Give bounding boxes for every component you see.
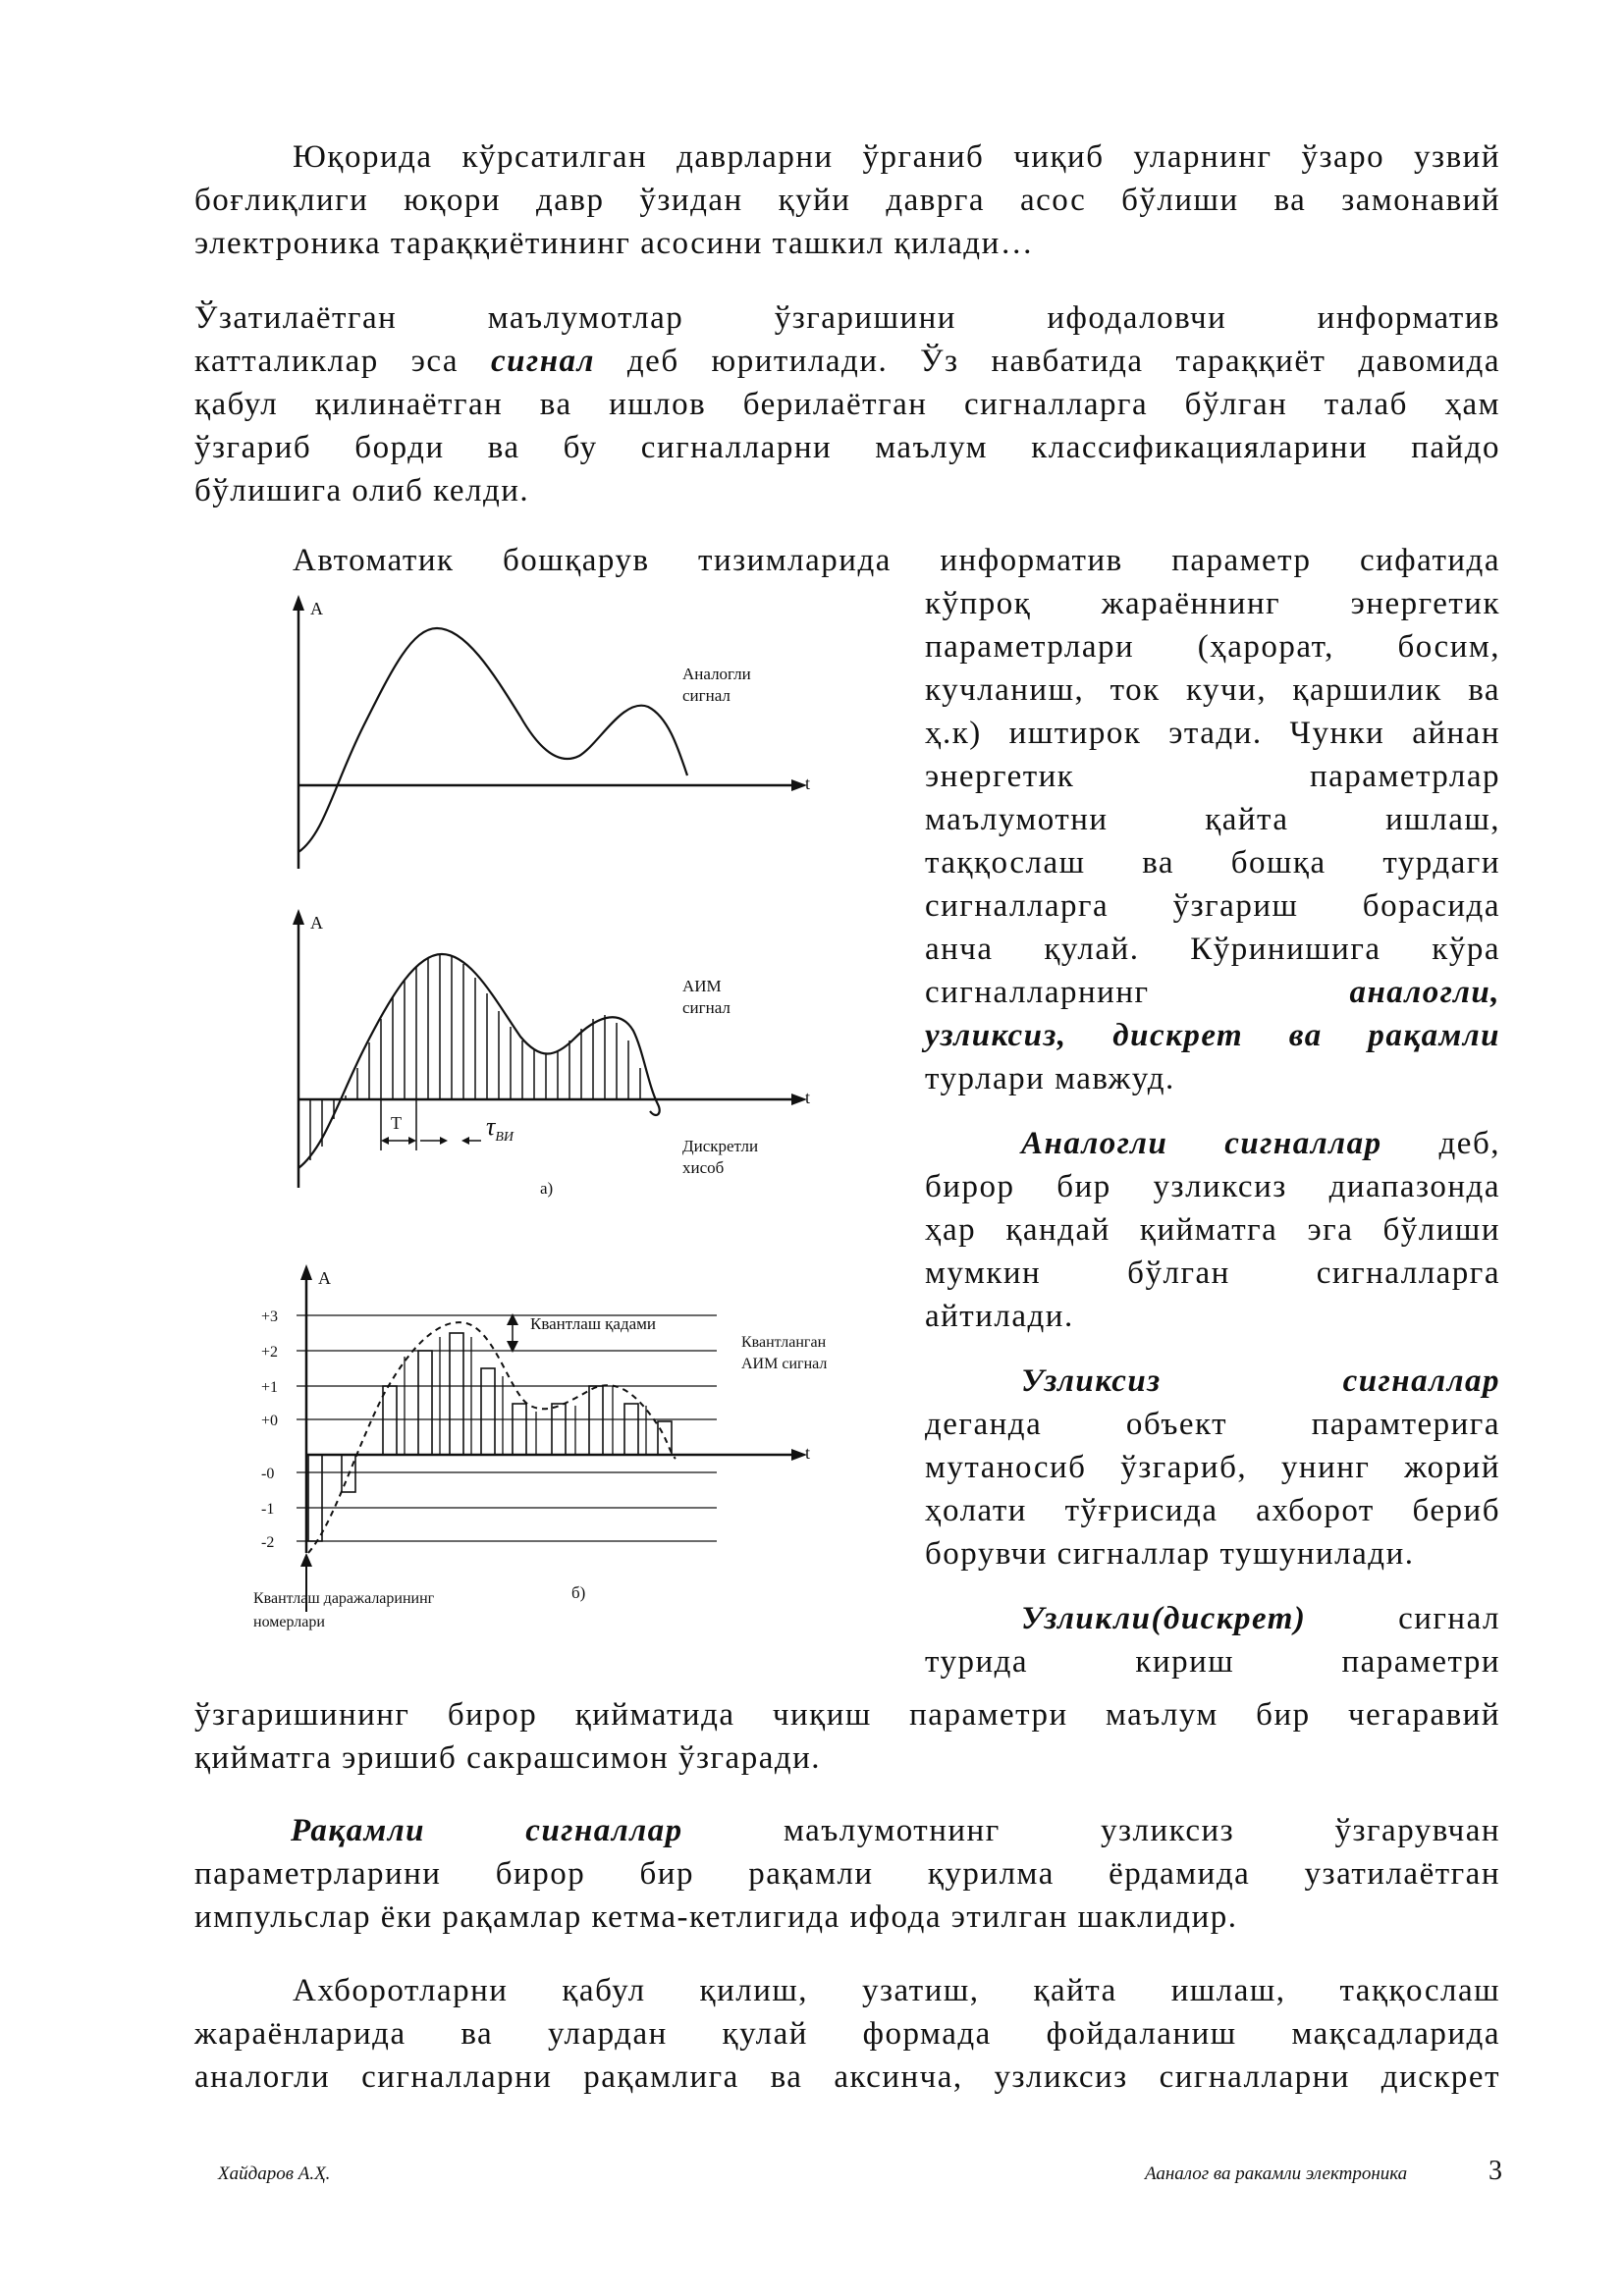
sample-lines: [405, 1337, 646, 1455]
text-line: борувчи сигналлар тушунилади.: [925, 1536, 1415, 1572]
quantized-label: Квантланган: [741, 1334, 827, 1351]
level-tick-label: -1: [261, 1501, 275, 1518]
text-line: Ахборотларни қабул қилиш, узатиш, қайта ишлаш, таққослаш: [293, 1973, 1500, 2008]
text-line: турлари мавжуд.: [925, 1061, 1175, 1096]
period-label: T: [391, 1113, 402, 1133]
text-line: ҳ.к) иштирок этади. Чунки айнан: [925, 716, 1500, 751]
text-line: параметрларини бирор бир рақамли қурилма ёрдамида узатилаётган: [194, 1856, 1500, 1892]
footer-title: Ааналог ва ракамли электроника: [1145, 2163, 1408, 2184]
axis-y-label: A: [318, 1268, 331, 1288]
level-tick-label: +2: [261, 1344, 279, 1361]
y-axis-arrow: [300, 1264, 312, 1280]
text-line: кучланиш, ток кучи, қаршилик ва: [925, 672, 1500, 708]
step-label: Квантлаш қадами: [530, 1314, 657, 1333]
text-line: кўпроқ жараённинг энергетик: [925, 586, 1500, 621]
text-line: энергетик параметрлар: [925, 759, 1500, 794]
text-line: боғлиқлиги юқори давр ўзидан қуйи даврга асос бўлиши ва замонавий: [194, 183, 1500, 218]
text-line: айтилади.: [925, 1299, 1074, 1334]
figure-pam-signal: [285, 903, 835, 1217]
footer-author: Хайдаров А.Ҳ.: [218, 2163, 331, 2184]
text-line: жараёнларида ва улардан қулай формада фойдаланиш мақсадларида: [194, 2016, 1500, 2052]
text-line: катталиклар эса сигнал деб юритилади. Ўз навбатида тараққиёт давомида: [194, 344, 1500, 379]
levels-caption: Квантлаш даражаларининг: [253, 1590, 435, 1607]
paragraph-intro: [194, 135, 1500, 265]
discrete-label: Дискретли: [682, 1137, 759, 1155]
text-line: ҳар қандай қийматга эга бўлиши: [925, 1212, 1500, 1248]
tau-label: $\tau_{ВИ}$: [486, 1112, 514, 1145]
analog-signal-curve: [298, 628, 687, 852]
figure-caption: а): [540, 1179, 554, 1198]
level-lines: [297, 1315, 717, 1541]
discrete-label: хисоб: [682, 1158, 725, 1177]
text-line: узликсиз, дискрет ва рақамли: [925, 1018, 1500, 1053]
level-tick-label: -2: [261, 1534, 275, 1551]
text-line: Автоматик бошқарув тизимларида информатив параметр сифатида: [293, 543, 1500, 578]
text-line: анча қулай. Кўринишига кўра: [925, 932, 1500, 967]
axis-y-label: A: [310, 599, 323, 618]
figure-quantized-pam: [245, 1258, 874, 1651]
paragraph-conversion: [194, 1969, 1500, 2099]
text-line: таққослаш ва бошқа турдаги: [925, 845, 1500, 881]
figure-caption: б): [571, 1583, 586, 1602]
text-line: Рақамли сигналлар маълумотнинг узликсиз ўзгарувчан: [291, 1813, 1500, 1848]
text-line: ўзгаришининг бирор қийматида чиқиш параметри маълум бир чегаравий: [194, 1697, 1500, 1733]
text-line: мутаносиб ўзгариб, унинг жорий: [925, 1450, 1500, 1485]
axis-x-label: t: [805, 1443, 811, 1463]
level-tick-label: -0: [261, 1466, 275, 1482]
text-line: мумкин бўлган сигналларга: [925, 1255, 1500, 1291]
text-line: қабул қилинаётган ва ишлов берилаётган сигналларга бўлган талаб ҳам: [194, 387, 1500, 422]
y-axis-arrow: [293, 909, 304, 925]
paragraph-automatic-control: [293, 539, 1500, 582]
paragraph-signal-definition: [194, 296, 1500, 512]
paragraph-digital-signals: [194, 1809, 1500, 1939]
right-column-text: [925, 582, 1500, 1683]
curve-label: сигнал: [682, 998, 731, 1017]
text-line: аналогли сигналларни рақамлига ва аксинча, узликсиз сигналларни дискрет: [194, 2059, 1500, 2095]
dashed-envelope-curve: [308, 1322, 676, 1553]
text-line: Юқорида кўрсатилган даврларни ўрганиб чиқиб уларнинг ўзаро узвий: [293, 139, 1500, 175]
curve-label: АИМ: [682, 977, 722, 995]
term-signal: сигнал: [491, 344, 595, 379]
level-tick-label: +3: [261, 1308, 279, 1325]
axis-x-label: t: [805, 1088, 811, 1107]
text-line: маълумотни қайта ишлаш,: [925, 802, 1500, 837]
levels-caption: номерлари: [253, 1614, 325, 1630]
page-number: 3: [1489, 2156, 1502, 2186]
quantized-bars: [308, 1333, 672, 1541]
figure-analog-signal: [285, 589, 835, 874]
level-tick-label: +1: [261, 1379, 279, 1396]
text-line: қийматга эришиб сакрашсимон ўзгаради.: [194, 1740, 822, 1776]
text-line: деганда объект парамтерига: [925, 1407, 1500, 1442]
text-line: Ўзатилаётган маълумотлар ўзгаришини ифодаловчи информатив: [194, 300, 1500, 336]
text-line: электроника тараққиётининг асосини ташкил қилади…: [194, 226, 1035, 261]
text-line: импульслар ёки рақамлар кетма-кетлигида ифода этилган шаклидир.: [194, 1899, 1238, 1935]
text-line: ҳолати тўғрисида ахборот бериб: [925, 1493, 1500, 1528]
text-line: Узликли(дискрет) сигнал: [1021, 1601, 1500, 1636]
axis-x-label: t: [805, 774, 811, 793]
text-line: Аналогли сигналлар деб,: [1021, 1126, 1500, 1161]
text-line: сигналларнинг аналогли,: [925, 975, 1500, 1010]
text-line: Узликсиз сигналлар: [1021, 1363, 1500, 1399]
paragraph-discrete-continuation: [194, 1693, 1500, 1780]
text-line: бирор бир узликсиз диапазонда: [925, 1169, 1500, 1204]
text-line: параметрлари (ҳарорат, босим,: [925, 629, 1500, 665]
text-line: турида кириш параметри: [925, 1644, 1500, 1680]
y-axis-arrow: [293, 595, 304, 611]
level-tick-label: +0: [261, 1413, 279, 1429]
text-line: бўлишига олиб келди.: [194, 473, 530, 508]
text-line: сигналларга ўзгариш борасида: [925, 888, 1500, 924]
quantized-label: АИМ сигнал: [741, 1356, 828, 1372]
curve-label: Аналогли: [682, 665, 751, 683]
curve-label: сигнал: [682, 686, 731, 705]
axis-y-label: A: [310, 913, 323, 933]
text-line: ўзгариб борди ва бу сигналларни маълум классификацияларини пайдо: [194, 430, 1500, 465]
